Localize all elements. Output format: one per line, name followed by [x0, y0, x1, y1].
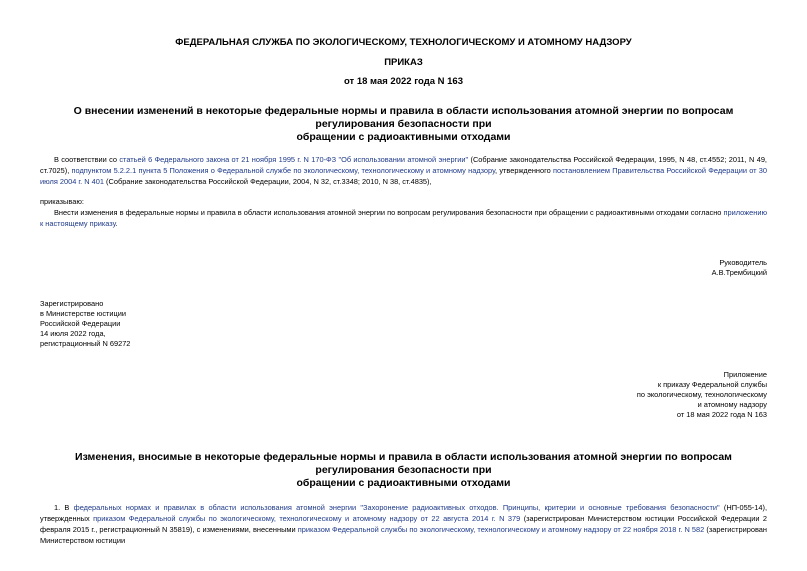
item1-text-1: 1. В [54, 503, 74, 512]
order-word: приказываю: [40, 197, 84, 206]
signature-block [712, 258, 767, 278]
preamble-text-1: В соответствии со [54, 155, 120, 164]
changes-title-line2: обращении с радиоактивными отходами [296, 477, 511, 489]
appendix-note [637, 370, 767, 420]
law-link[interactable]: статьей 6 Федерального закона от 21 ноября 1995 г. N 170-ФЗ "Об использовании атомной энергии" [119, 155, 469, 164]
registration-line: 14 июля 2022 года, [40, 329, 106, 338]
signature-position: Руководитель [719, 258, 767, 267]
item-1 [40, 502, 767, 546]
item1-text-3: (зарегистрирован Министерством юстиции Российской Федерации 2 февраля 2015 г., регистрационный N 35819), с изменениями, внесенными [40, 514, 768, 534]
changes-title [40, 451, 767, 490]
government-decree-link[interactable]: постановлением Правительства Российской Федерации от 30 июля 2004 г. N 401 [40, 166, 768, 186]
preamble-text-4: (Собрание законодательства Российской Федерации, 2004, N 32, ст.3348; 2010, N 38, ст.4835), [104, 177, 432, 186]
agency-name: ФЕДЕРАЛЬНАЯ СЛУЖБА ПО ЭКОЛОГИЧЕСКОМУ, ТЕХНОЛОГИЧЕСКОМУ И АТОМНОМУ НАДЗОРУ [175, 37, 632, 48]
appendix-note-line: по экологическому, технологическому [636, 390, 767, 399]
doc-type: ПРИКАЗ [384, 57, 423, 68]
preamble-text-3: , утвержденного [495, 166, 553, 175]
np-055-14-link[interactable]: федеральных нормах и правилах в области использования атомной энергии "Захоронение радиоактивных отходов. Принципы, критерии и основные требования безопасности" [73, 503, 720, 512]
registration-line: Российской Федерации [40, 319, 121, 328]
doc-date: от 18 мая 2022 года N 163 [343, 76, 464, 87]
registration-line: регистрационный N 69272 [40, 339, 131, 348]
order-title-line1: О внесении изменений в некоторые федеральные нормы и правила в области использования атомной энергии по вопросам регулирования безопасности при [73, 105, 734, 130]
registration-block [40, 299, 130, 349]
appendix-note-line: от 18 мая 2022 года N 163 [676, 410, 767, 419]
regulation-link[interactable]: подпунктом 5.2.2.1 пункта 5 Положения о Федеральной службе по экологическому, технологическому и атомному надзору [71, 166, 496, 175]
appendix-link[interactable]: приложению к настоящему приказу [40, 208, 767, 228]
item1-text-2: (НП-055-14), утвержденных [40, 503, 768, 523]
changes-title-line1: Изменения, вносимые в некоторые федеральные нормы и правила в области использования атомной энергии по вопросам регулирования безопасности при [75, 451, 732, 476]
order-title-line2: обращении с радиоактивными отходами [296, 131, 511, 143]
order-379-link[interactable]: приказом Федеральной службы по экологическому, технологическому и атомному надзору от 22 августа 2014 г. N 379 [93, 514, 521, 523]
order-text-2: . [115, 219, 118, 228]
appendix-note-line: и атомному надзору [697, 400, 767, 409]
order-text-1: Внести изменения в федеральные нормы и правила в области использования атомной энергии по вопросам регулирования безопасности при обращении с радиоактивными отходами согласно [54, 208, 724, 217]
registration-line: в Министерстве юстиции [40, 309, 127, 318]
registration-line: Зарегистрировано [40, 299, 104, 308]
appendix-note-line: к приказу Федеральной службы [657, 380, 767, 389]
signature-name: А.В.Трембицкий [711, 268, 767, 277]
order-text [40, 207, 767, 229]
preamble [40, 154, 767, 187]
order-582-link[interactable]: приказом Федеральной службы по экологическому, технологическому и атомному надзору от 22 ноября 2018 г. N 582 [297, 525, 705, 534]
preamble-text-2: (Собрание законодательства Российской Федерации, 1995, N 48, ст.4552; 2011, N 49, ст.7025), [40, 155, 767, 175]
item1-text-4: (зарегистрирован Министерством юстиции [40, 525, 767, 545]
appendix-note-line: Приложение [723, 370, 767, 379]
order-title [40, 105, 767, 144]
